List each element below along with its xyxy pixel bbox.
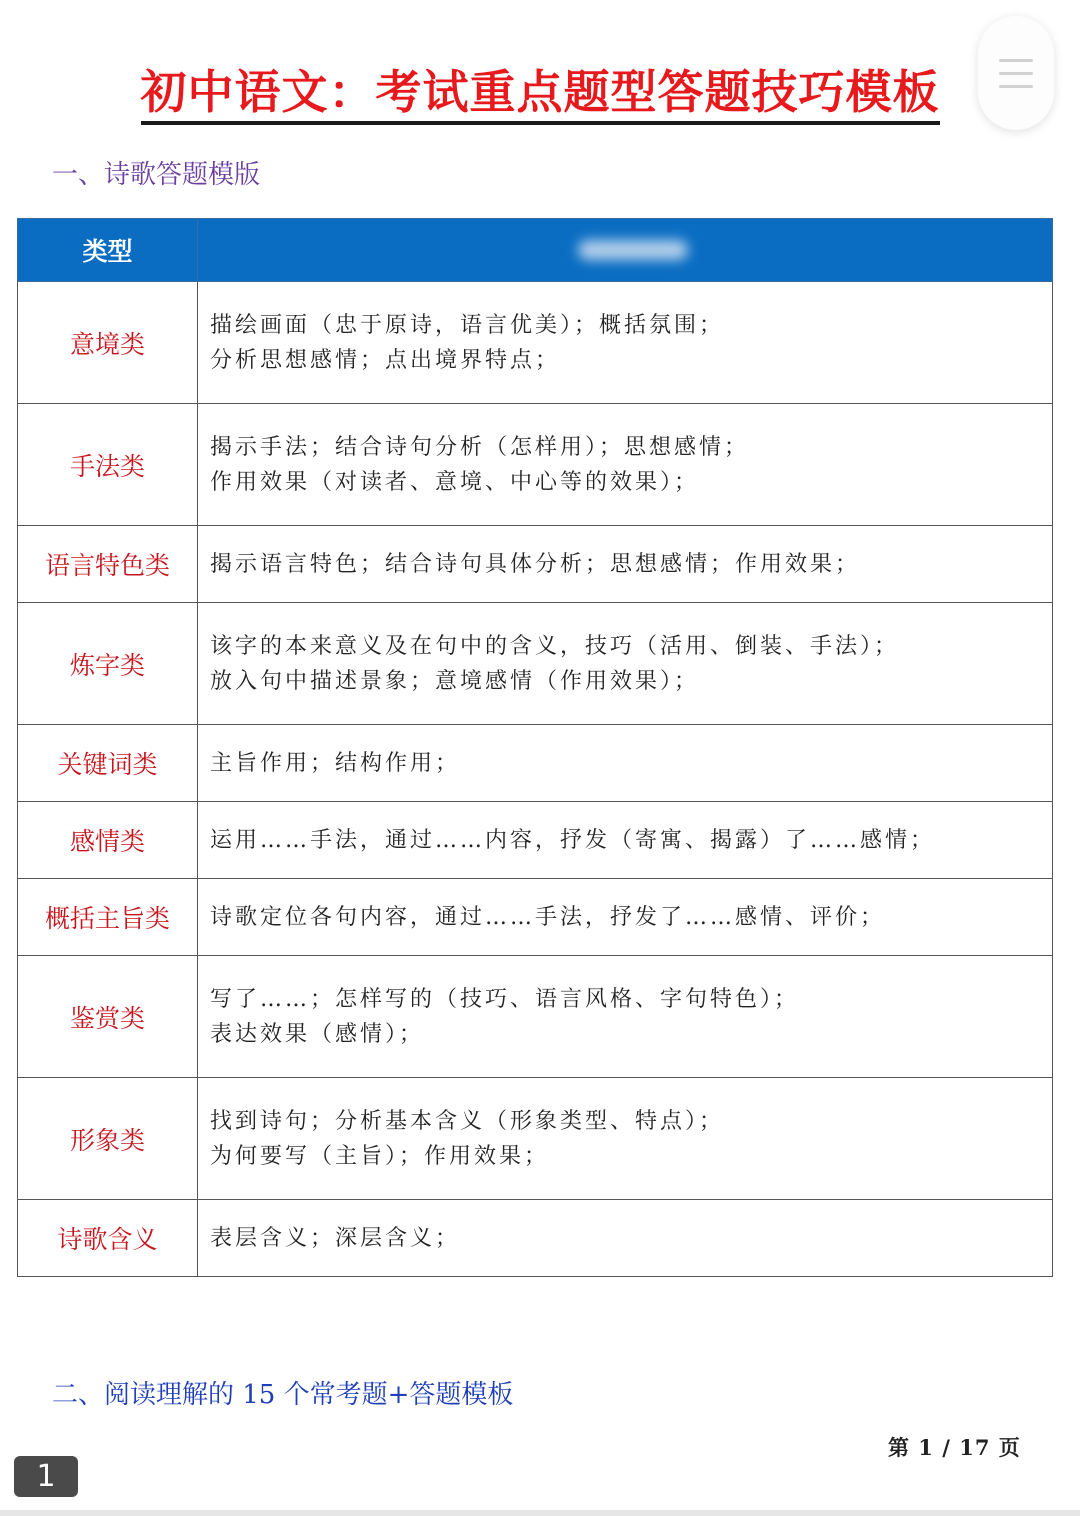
content-line: 主旨作用；结构作用； xyxy=(210,750,461,776)
page-badge[interactable]: 1 xyxy=(14,1456,78,1497)
content-line: 为何要写（主旨）；作用效果； xyxy=(210,1143,550,1169)
row-type-cell: 感情类 xyxy=(18,802,198,879)
page-indicator: 第 1 / 17 页 xyxy=(888,1435,1021,1460)
content-line: 找到诗句；分析基本含义（形象类型、特点）； xyxy=(210,1108,725,1134)
row-type-cell: 诗歌含义 xyxy=(18,1200,198,1277)
content-line: 揭示手法；结合诗句分析（怎样用）；思想感情； xyxy=(210,434,750,460)
row-type-cell: 意境类 xyxy=(18,282,198,404)
hamburger-menu-icon-line xyxy=(999,85,1033,88)
row-content-cell xyxy=(198,1200,1053,1277)
section-heading-reading: 二、阅读理解的 15 个常考题+答题模板 xyxy=(52,1380,514,1410)
header-type: 类型 xyxy=(18,219,198,282)
section-heading-poetry: 一、诗歌答题模版 xyxy=(52,160,261,190)
table-row xyxy=(18,526,1053,603)
table-row xyxy=(18,1200,1053,1277)
content-line: 放入句中描述景象；意境感情（作用效果）； xyxy=(210,668,700,694)
content-line: 该字的本来意义及在句中的含义，技巧（活用、倒装、手法）； xyxy=(210,633,900,659)
table-row xyxy=(18,879,1053,956)
row-content-cell xyxy=(198,1078,1053,1200)
row-content-cell xyxy=(198,603,1053,725)
hamburger-menu-icon-line xyxy=(999,72,1033,75)
document-title-text: 初中语文：考试重点题型答题技巧模板 xyxy=(141,65,940,125)
row-type-cell: 鉴赏类 xyxy=(18,956,198,1078)
blurred-header-text xyxy=(578,240,688,260)
row-type-cell: 炼字类 xyxy=(18,603,198,725)
row-content-cell xyxy=(198,526,1053,603)
row-content-cell xyxy=(198,879,1053,956)
row-content-cell xyxy=(198,404,1053,526)
content-line: 运用……手法，通过……内容，抒发（寄寓、揭露）了……感情； xyxy=(210,827,936,853)
row-content-cell xyxy=(198,956,1053,1078)
row-type-cell: 关键词类 xyxy=(18,725,198,802)
content-line: 诗歌定位各句内容，通过……手法，抒发了……感情、评价； xyxy=(210,904,886,930)
table-header-row xyxy=(18,219,1053,282)
row-type-cell: 手法类 xyxy=(18,404,198,526)
document-title xyxy=(0,62,1080,122)
content-line: 表达效果（感情）； xyxy=(210,1021,425,1047)
table-row xyxy=(18,725,1053,802)
content-line: 作用效果（对读者、意境、中心等的效果）； xyxy=(210,469,700,495)
page-bottom-edge xyxy=(0,1510,1080,1516)
content-line: 写了……；怎样写的（技巧、语言风格、字句特色）； xyxy=(210,986,800,1012)
content-line: 揭示语言特色；结合诗句具体分析；思想感情；作用效果； xyxy=(210,551,861,577)
menu-button[interactable] xyxy=(978,16,1054,130)
content-line: 表层含义；深层含义； xyxy=(210,1225,461,1251)
row-content-cell xyxy=(198,802,1053,879)
content-line: 描绘画面（忠于原诗，语言优美）；概括氛围； xyxy=(210,312,725,338)
row-type-cell: 概括主旨类 xyxy=(18,879,198,956)
table-row xyxy=(18,956,1053,1078)
row-content-cell xyxy=(198,282,1053,404)
table-row xyxy=(18,1078,1053,1200)
table-row xyxy=(18,603,1053,725)
content-line: 分析思想感情；点出境界特点； xyxy=(210,347,561,373)
table-row xyxy=(18,404,1053,526)
hamburger-menu-icon xyxy=(999,59,1033,62)
poetry-answer-template-table xyxy=(17,218,1053,1277)
row-content-cell xyxy=(198,725,1053,802)
row-type-cell: 形象类 xyxy=(18,1078,198,1200)
header-content xyxy=(198,219,1053,282)
row-type-cell: 语言特色类 xyxy=(18,526,198,603)
table-row xyxy=(18,802,1053,879)
table-row xyxy=(18,282,1053,404)
